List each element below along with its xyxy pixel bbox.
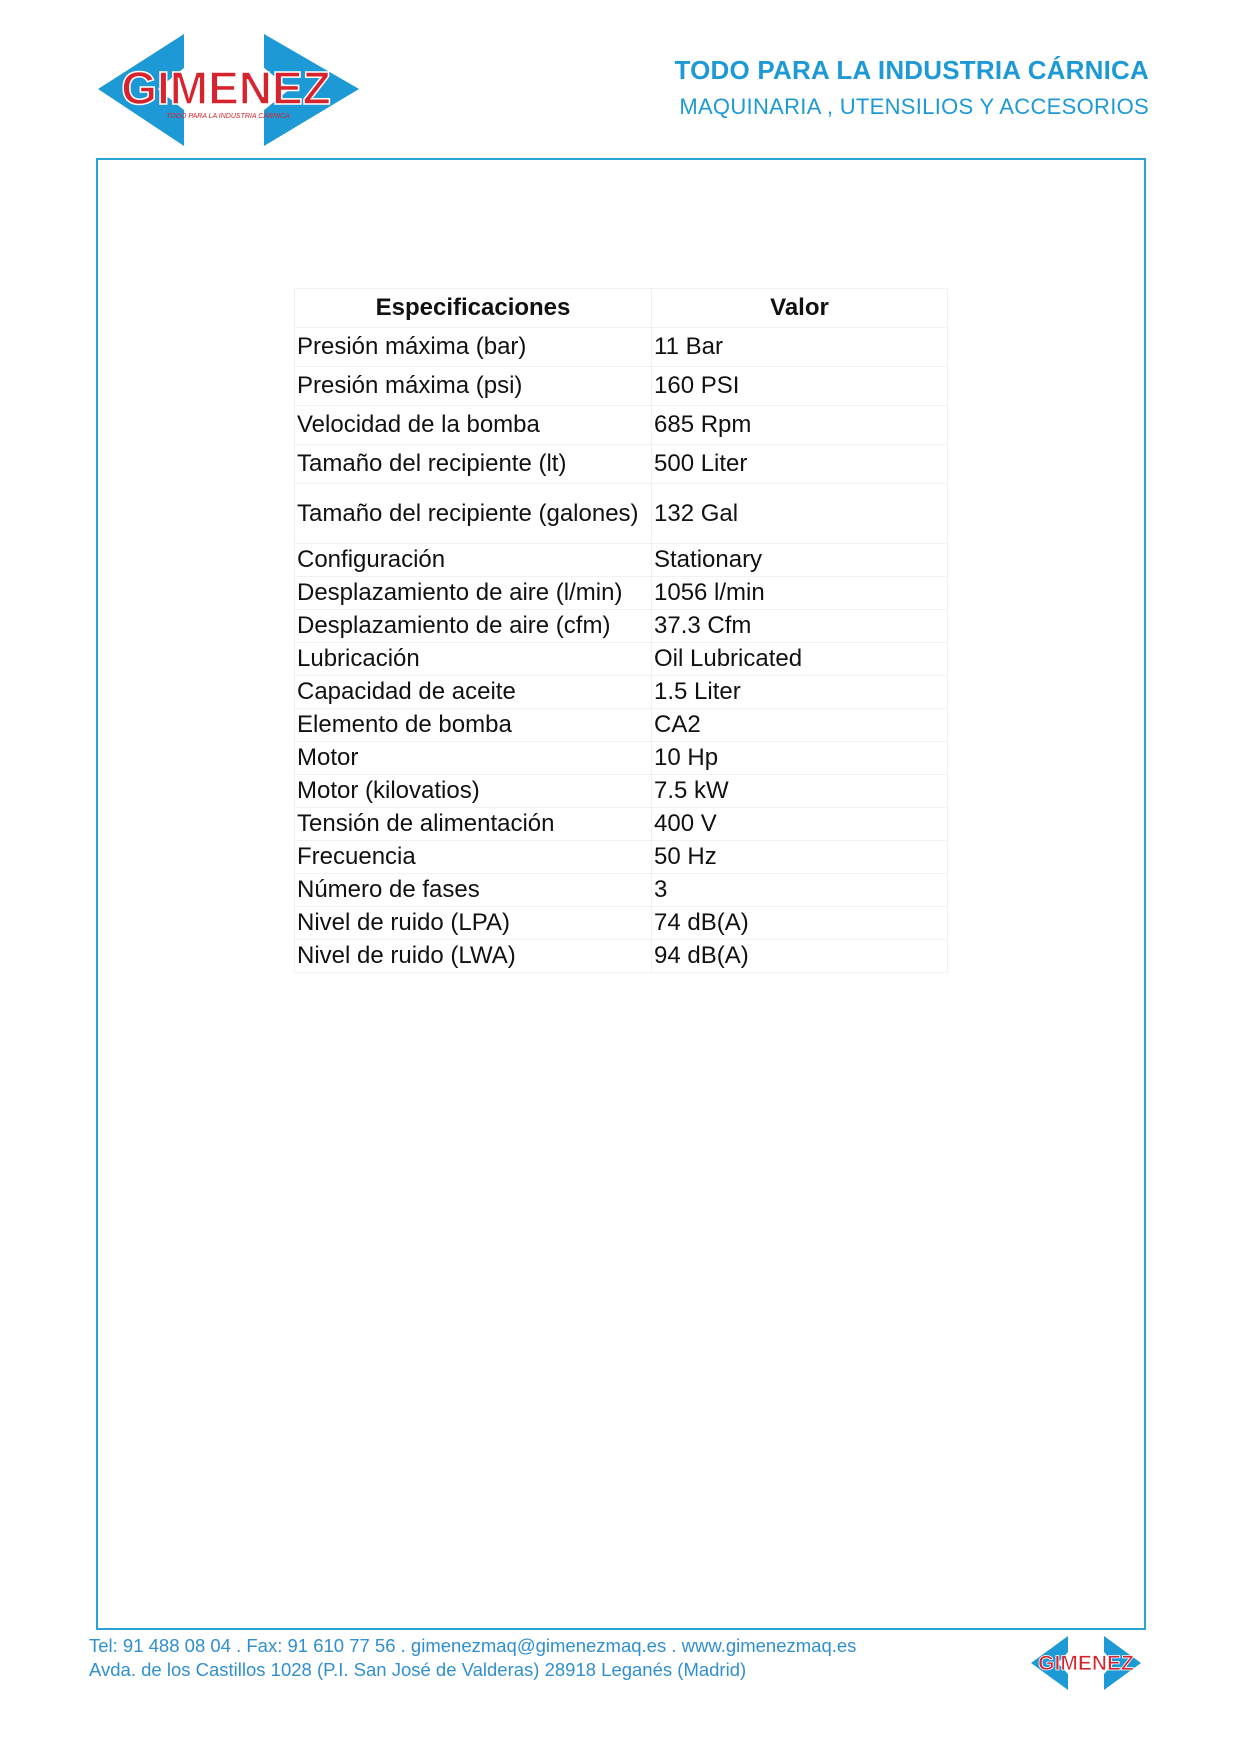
spec-name: Nivel de ruido (LPA) (295, 907, 652, 940)
table-row (295, 610, 948, 643)
spec-value: 10 Hp (652, 742, 948, 775)
specifications-table (294, 288, 948, 973)
logo-subtext: TODO PARA LA INDUSTRIA CÁRNICA (166, 113, 290, 120)
gimenez-logo (96, 34, 361, 150)
table-header-row (295, 289, 948, 328)
spec-name: Elemento de bomba (295, 709, 652, 742)
tagline-title: TODO PARA LA INDUSTRIA CÁRNICA (674, 55, 1149, 85)
spec-name: Motor (kilovatios) (295, 775, 652, 808)
header-tagline (675, 55, 1149, 120)
spec-value: 74 dB(A) (652, 907, 948, 940)
table-row (295, 940, 948, 973)
spec-name: Velocidad de la bomba (295, 406, 652, 445)
spec-value: CA2 (652, 709, 948, 742)
spec-name: Desplazamiento de aire (l/min) (295, 577, 652, 610)
spec-name: Presión máxima (psi) (295, 367, 652, 406)
spec-value: 1056 l/min (652, 577, 948, 610)
table-row (295, 328, 948, 367)
table-row (295, 406, 948, 445)
spec-value: 1.5 Liter (652, 676, 948, 709)
table-row (295, 445, 948, 484)
spec-name: Tensión de alimentación (295, 808, 652, 841)
spec-name: Lubricación (295, 643, 652, 676)
table-row (295, 742, 948, 775)
table-row (295, 676, 948, 709)
footer-gimenez-logo (1030, 1634, 1142, 1692)
spec-name: Desplazamiento de aire (cfm) (295, 610, 652, 643)
table-row (295, 367, 948, 406)
column-header-specifications: Especificaciones (295, 289, 652, 328)
spec-name: Configuración (295, 544, 652, 577)
logo-wordmark: GIMENEZ (121, 62, 331, 114)
spec-name: Frecuencia (295, 841, 652, 874)
spec-name: Tamaño del recipiente (galones) (295, 484, 652, 544)
column-header-value: Valor (652, 289, 948, 328)
spec-name: Número de fases (295, 874, 652, 907)
table-row (295, 841, 948, 874)
table-row (295, 874, 948, 907)
table-row (295, 577, 948, 610)
table-row (295, 907, 948, 940)
spec-name: Presión máxima (bar) (295, 328, 652, 367)
table-row (295, 808, 948, 841)
spec-name: Tamaño del recipiente (lt) (295, 445, 652, 484)
table-row (295, 643, 948, 676)
spec-value: 7.5 kW (652, 775, 948, 808)
spec-value: 37.3 Cfm (652, 610, 948, 643)
footer-address-line: Avda. de los Castillos 1028 (P.I. San José de Valderas) 28918 Leganés (Madrid) (89, 1659, 747, 1680)
table-row (295, 544, 948, 577)
spec-value: Oil Lubricated (652, 643, 948, 676)
spec-name: Capacidad de aceite (295, 676, 652, 709)
spec-value: 400 V (652, 808, 948, 841)
spec-value: 11 Bar (652, 328, 948, 367)
spec-value: 3 (652, 874, 948, 907)
spec-value: Stationary (652, 544, 948, 577)
table-row (295, 484, 948, 544)
spec-value: 50 Hz (652, 841, 948, 874)
spec-value: 160 PSI (652, 367, 948, 406)
spec-value: 94 dB(A) (652, 940, 948, 973)
spec-value: 132 Gal (652, 484, 948, 544)
footer-logo-wordmark: GIMENEZ (1038, 1652, 1134, 1675)
tagline-subtitle: MAQUINARIA , UTENSILIOS Y ACCESORIOS (679, 94, 1149, 119)
spec-name: Motor (295, 742, 652, 775)
spec-value: 685 Rpm (652, 406, 948, 445)
spec-name: Nivel de ruido (LWA) (295, 940, 652, 973)
footer-contact (89, 1634, 856, 1682)
table-row (295, 775, 948, 808)
footer-contact-line: Tel: 91 488 08 04 . Fax: 91 610 77 56 . gimenezmaq@gimenezmaq.es . www.gimenezmaq.es (89, 1635, 857, 1656)
spec-value: 500 Liter (652, 445, 948, 484)
table-row (295, 709, 948, 742)
